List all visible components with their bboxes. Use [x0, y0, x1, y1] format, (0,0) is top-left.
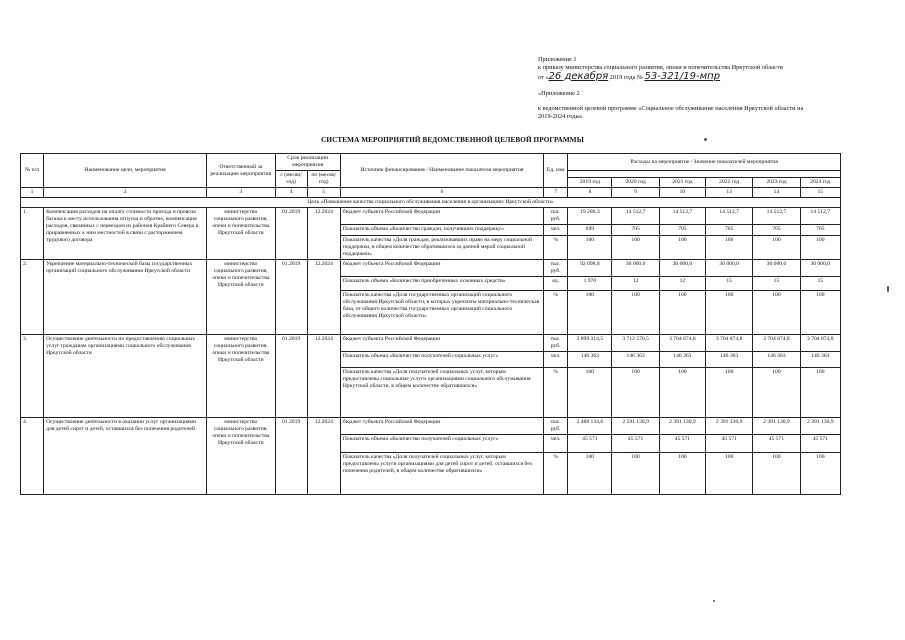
item-start: 01.2019: [275, 335, 307, 418]
column-index-cell: 10: [659, 188, 705, 198]
value-cell: 45 571: [706, 435, 753, 453]
col-source-header: Источник финансирования / Наименование показателя мероприятия: [340, 154, 543, 188]
value-cell: 3 704 874,8: [800, 335, 840, 352]
value-cell: 45 571: [753, 435, 800, 453]
value-cell: 45 571: [800, 435, 840, 453]
unit-cell: тыс. руб.: [544, 208, 568, 225]
column-index-cell: 14: [753, 188, 800, 198]
goal-text: Цель «Повышение качества социального обслуживания населения в организациях Иркутской области»: [21, 198, 841, 208]
value-cell: 100: [706, 291, 753, 335]
value-cell: 14 512,7: [706, 208, 753, 225]
appendix-block: [538, 56, 858, 121]
value-cell: 100: [568, 453, 612, 495]
unit-cell: %: [544, 236, 568, 260]
value-cell: 100: [706, 368, 753, 418]
value-cell: 15: [753, 277, 800, 291]
value-cell: 100: [659, 236, 705, 260]
value-cell: 100: [753, 291, 800, 335]
item-number: 1.: [21, 208, 44, 260]
value-cell: 705: [800, 225, 840, 236]
column-index-cell: 7: [544, 188, 568, 198]
value-cell: 705: [753, 225, 800, 236]
header-row-1: [21, 154, 841, 171]
unit-cell: чел.: [544, 435, 568, 453]
value-cell: 100: [800, 368, 840, 418]
value-cell: 45 571: [659, 435, 705, 453]
value-cell: 146 363: [612, 352, 659, 368]
table-row: [21, 335, 841, 352]
value-cell: 15: [706, 277, 753, 291]
value-cell: 12: [612, 277, 659, 291]
source-cell: Показатель качества «Доля получателей социальных услуг, которым предоставлены социальные услуги организациями социального обслуживания Иркутской области, в общем количестве обратившихся»: [340, 368, 543, 418]
value-cell: 705: [612, 225, 659, 236]
item-end: 12.2024: [307, 208, 340, 260]
source-cell: бюджет субъекта Российской Федерации: [340, 208, 543, 225]
unit-cell: %: [544, 291, 568, 335]
item-number: 4.: [21, 418, 44, 495]
unit-cell: тыс. руб.: [544, 418, 568, 435]
col-from-header: с (месяц/год): [275, 171, 307, 188]
col-year-header: 2021 год: [659, 178, 705, 188]
value-cell: 100: [659, 291, 705, 335]
item-name: Укрепление материально-технической базы государственных организаций социального обслуживания Иркутской области: [44, 260, 207, 335]
value-cell: 2 391 130,9: [753, 418, 800, 435]
value-cell: 705: [706, 225, 753, 236]
column-index-cell: 15: [800, 188, 840, 198]
value-cell: 100: [612, 291, 659, 335]
appendix-date-line: [538, 70, 858, 82]
value-cell: 146 363: [706, 352, 753, 368]
value-cell: 2 391 130,9: [706, 418, 753, 435]
value-cell: 100: [659, 368, 705, 418]
value-cell: 100: [568, 291, 612, 335]
column-index-cell: 6: [340, 188, 543, 198]
column-index-cell: 5: [307, 188, 340, 198]
value-cell: 100: [753, 236, 800, 260]
column-index-cell: 1: [21, 188, 44, 198]
unit-cell: %: [544, 453, 568, 495]
col-name-header: Наименование цели, мероприятия: [44, 154, 207, 188]
item-responsible: министерство социального развития, опеки и попечительства Иркутской области: [207, 208, 275, 260]
col-unit-header: Ед. изм: [544, 154, 568, 188]
column-index-cell: 8: [568, 188, 612, 198]
source-cell: Показатель объема «Количество граждан, получивших поддержку»: [340, 225, 543, 236]
value-cell: 30 000,0: [706, 260, 753, 277]
source-cell: Показатель объема «Количество получателей социальных услуг»: [340, 352, 543, 368]
value-cell: 100: [800, 291, 840, 335]
unit-cell: %: [544, 368, 568, 418]
value-cell: 45 571: [568, 435, 612, 453]
goal-row: [21, 198, 841, 208]
measures-table: [20, 153, 841, 495]
appendix-line-2: к приказу министерства социального развития, опеки и попечительства Иркутской области: [538, 64, 783, 72]
appendix-line-6: 2019-2024 годы»: [538, 113, 583, 121]
col-resp-header: Ответственный за реализацию мероприятия: [207, 154, 275, 188]
value-cell: 699: [568, 225, 612, 236]
item-end: 12.2024: [307, 335, 340, 418]
value-cell: 45 571: [612, 435, 659, 453]
source-cell: бюджет субъекта Российской Федерации: [340, 418, 543, 435]
col-to-header: по (месяц/год): [307, 171, 340, 188]
value-cell: 2 391 130,9: [659, 418, 705, 435]
value-cell: 2 591 130,9: [612, 418, 659, 435]
value-cell: 100: [612, 368, 659, 418]
col-year-header: 2022 год: [706, 178, 753, 188]
unit-cell: чел.: [544, 352, 568, 368]
item-name: Осуществление деятельности по предоставлению социальных услуг гражданам организациями социального обслуживания Иркутской области: [44, 335, 207, 418]
item-name: Компенсация расходов на оплату стоимости проезда и провоза багажа к месту использования отпуска и обратно, компенсация расходов, связанных с переездом из районов Крайнего Севера и приравненных к ним местностей в связи с расторжением трудового договора: [44, 208, 207, 260]
item-end: 12.2024: [307, 418, 340, 495]
col-year-header: 2024 год: [800, 178, 840, 188]
item-responsible: министерство социального развития, опеки и попечительства Иркутской области: [207, 418, 275, 495]
column-index-cell: 3: [207, 188, 275, 198]
value-cell: 146 363: [568, 352, 612, 368]
unit-cell: ед.: [544, 277, 568, 291]
page-title: СИСТЕМА МЕРОПРИЯТИЙ ВЕДОМСТВЕННОЙ ЦЕЛЕВОЙ ПРОГРАММЫ: [321, 136, 584, 144]
value-cell: 30 000,0: [659, 260, 705, 277]
value-cell: 146 363: [659, 352, 705, 368]
value-cell: 3 899 314,5: [568, 335, 612, 352]
value-cell: 14 512,7: [612, 208, 659, 225]
value-cell: 100: [706, 453, 753, 495]
source-cell: Показатель качества «Доля государственных организаций социального обслуживания Иркутской области, в которых укреплена материально-техническая база, от общего количества государственных организаций социального обслуживания Иркутской области»: [340, 291, 543, 335]
value-cell: 30 000,0: [753, 260, 800, 277]
column-index-row: [21, 188, 841, 198]
column-index-cell: 2: [44, 188, 207, 198]
value-cell: 100: [568, 368, 612, 418]
item-name: Осуществление деятельности в оказании услуг организациями для детей сирот и детей, оставшихся без попечения родителей: [44, 418, 207, 495]
value-cell: 30 000,0: [612, 260, 659, 277]
value-cell: 146 363: [753, 352, 800, 368]
item-responsible: министерство социального развития, опеки и попечительства Иркутской области: [207, 260, 275, 335]
table-row: [21, 208, 841, 225]
value-cell: 100: [659, 453, 705, 495]
value-cell: 12: [659, 277, 705, 291]
appendix-line-5: к ведомственной целевой программе «Социальное обслуживание населения Иркутской области на: [538, 104, 804, 112]
value-cell: 100: [568, 236, 612, 260]
value-cell: 14 512,7: [800, 208, 840, 225]
table-row: [21, 260, 841, 277]
value-cell: 705: [659, 225, 705, 236]
source-cell: бюджет субъекта Российской Федерации: [340, 335, 543, 352]
item-number: 2.: [21, 260, 44, 335]
column-index-cell: 4: [275, 188, 307, 198]
value-cell: 100: [612, 236, 659, 260]
column-index-cell: 9: [612, 188, 659, 198]
source-cell: Показатель качества «Доля граждан, реализовавших право на меру социальной поддержки, в общем количестве обратившихся за данной мерой социальной поддержки»: [340, 236, 543, 260]
appendix-line-4: «Приложение 2: [538, 90, 580, 98]
unit-cell: тыс. руб.: [544, 260, 568, 277]
value-cell: 14 512,7: [659, 208, 705, 225]
source-cell: Показатель качества «Доля получателей социальных услуг, которым предоставлены услуги организациями для детей сирот и детей, оставшихся без попечения родителей, в общем количестве обратившихся»: [340, 453, 543, 495]
col-num-header: № п/п: [21, 154, 44, 188]
source-cell: Показатель объема «Количество приобретенных основных средств»: [340, 277, 543, 291]
col-year-header: 2023 год: [753, 178, 800, 188]
col-year-header: 2020 год: [612, 178, 659, 188]
item-start: 01.2019: [275, 260, 307, 335]
value-cell: 30 000,0: [800, 260, 840, 277]
value-cell: 2 488 134,6: [568, 418, 612, 435]
item-start: 01.2019: [275, 418, 307, 495]
value-cell: 92 098,8: [568, 260, 612, 277]
table-row: [21, 418, 841, 435]
scan-speck: [887, 286, 889, 292]
item-start: 01.2019: [275, 208, 307, 260]
col-term-header: Срок реализации мероприятия: [275, 154, 340, 171]
value-cell: 100: [753, 368, 800, 418]
date-prefix: от «: [538, 73, 549, 81]
source-cell: Показатель объема «Количество получателей социальных услуг»: [340, 435, 543, 453]
header-spacer: [568, 171, 841, 178]
value-cell: 3 704 874,8: [659, 335, 705, 352]
value-cell: 100: [753, 453, 800, 495]
value-cell: 100: [800, 236, 840, 260]
item-end: 12.2024: [307, 260, 340, 335]
date-mid: 2019 года №: [608, 73, 645, 81]
value-cell: 1 970: [568, 277, 612, 291]
value-cell: 146 363: [800, 352, 840, 368]
value-cell: 3 704 874,8: [706, 335, 753, 352]
value-cell: 100: [800, 453, 840, 495]
value-cell: 2 391 130,9: [800, 418, 840, 435]
value-cell: 100: [612, 453, 659, 495]
scan-speck: [713, 600, 715, 602]
col-year-header: 2019 год: [568, 178, 612, 188]
unit-cell: чел.: [544, 225, 568, 236]
col-expenses-header: Расходы на мероприятие / Значение показателей мероприятия: [568, 154, 841, 171]
item-responsible: министерство социального развития, опеки и попечительства Иркутской области: [207, 335, 275, 418]
item-number: 3.: [21, 335, 44, 418]
handwritten-number: 53-321/19-мпр: [644, 70, 721, 82]
column-index-cell: 13: [706, 188, 753, 198]
scan-speck: [704, 138, 707, 141]
handwritten-date: 26 декабря: [548, 70, 609, 82]
source-cell: бюджет субъекта Российской Федерации: [340, 260, 543, 277]
unit-cell: тыс. руб.: [544, 335, 568, 352]
value-cell: 15: [800, 277, 840, 291]
value-cell: 3 712 570,5: [612, 335, 659, 352]
value-cell: 100: [706, 236, 753, 260]
value-cell: 3 704 874,8: [753, 335, 800, 352]
appendix-line-1: Приложение 1: [538, 56, 577, 63]
value-cell: 14 512,7: [753, 208, 800, 225]
value-cell: 19 286,3: [568, 208, 612, 225]
